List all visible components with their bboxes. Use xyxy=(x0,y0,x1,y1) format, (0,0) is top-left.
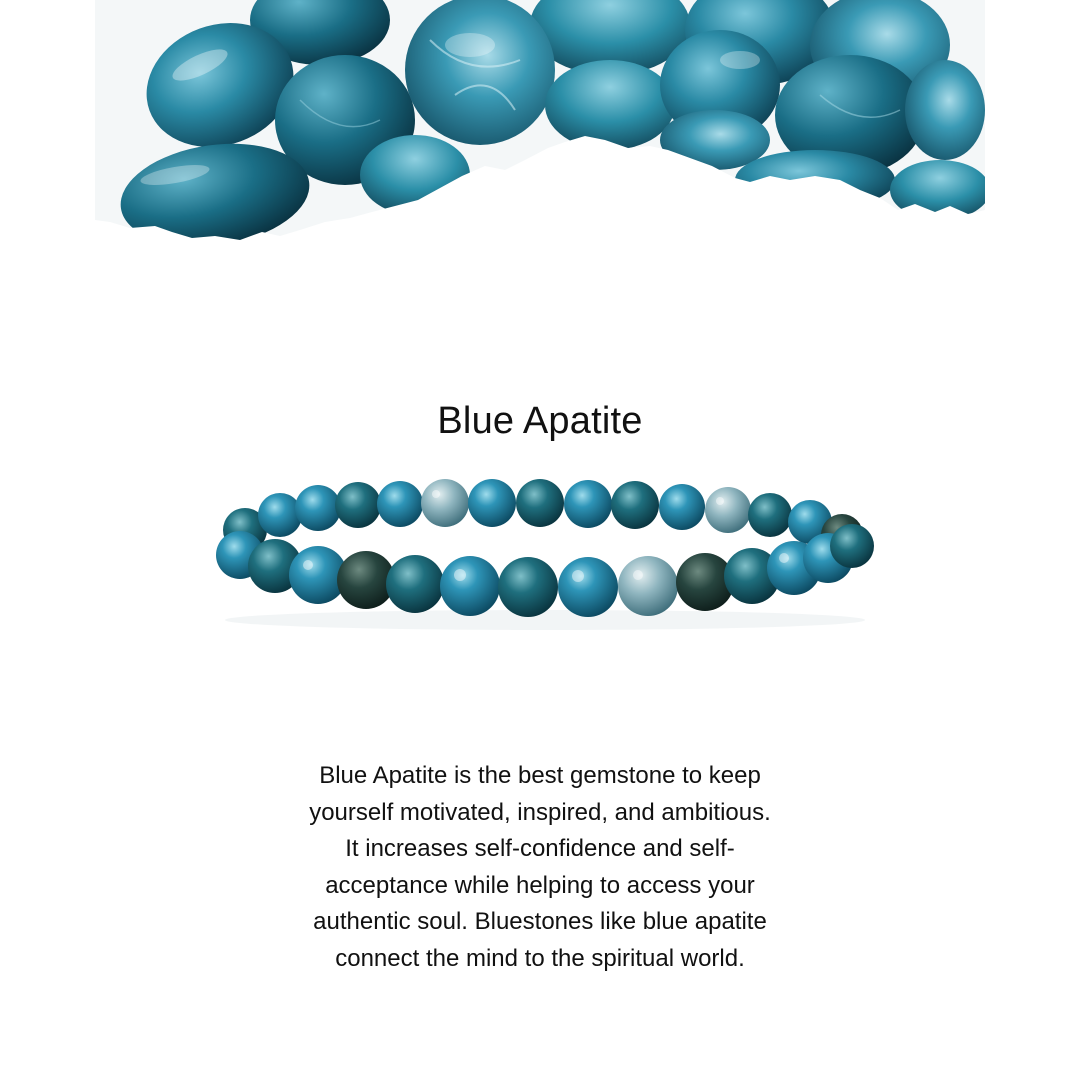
product-title: Blue Apatite xyxy=(437,400,643,443)
stones-banner-image xyxy=(0,0,1080,250)
bracelet-image xyxy=(200,470,890,640)
product-description: Blue Apatite is the best gemstone to keep yourself motivated, inspired, and ambitious. It increases self-confidence and self- acceptance while helping to access your authentic soul. Bluestones like blue apatite connect the mind to the spiritual world. xyxy=(309,762,771,972)
